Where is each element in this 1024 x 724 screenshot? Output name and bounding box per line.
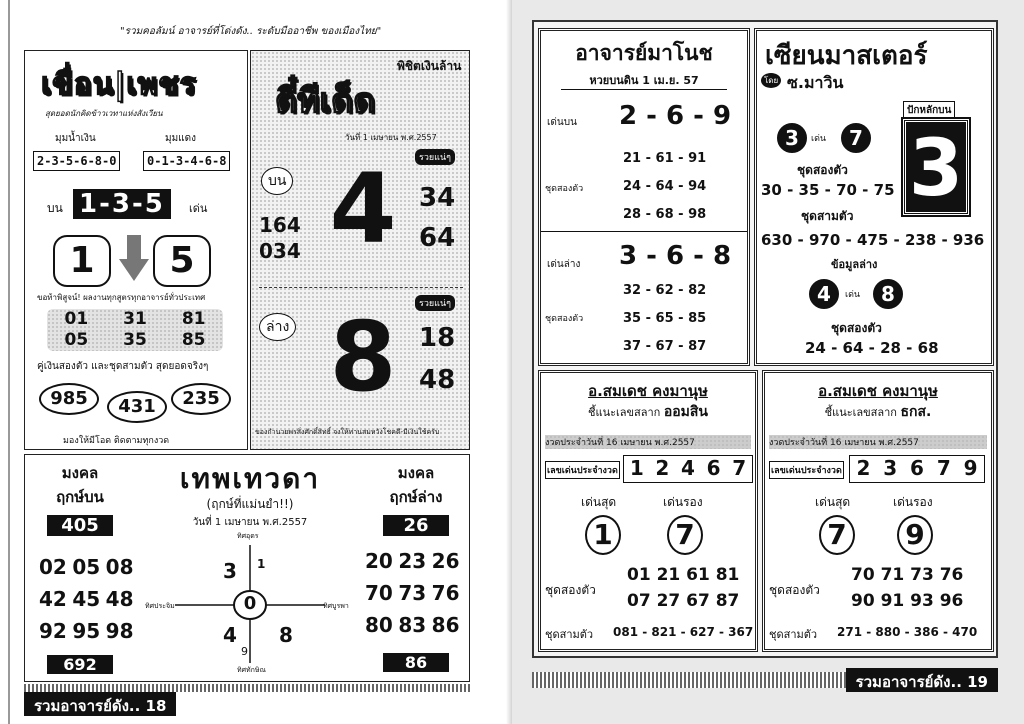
right-page-footer: รวมอาจารย์ดัง.. 19 [846,668,998,692]
left-number-grid [39,551,139,647]
left-grid-number: 05 [72,555,101,579]
somdet-a-two-row-1: 01 21 61 81 [627,565,740,585]
mano-two-row-2: 24 - 64 - 94 [623,179,707,194]
somdet-a-subtitle-pre: ชี้แนะเลขสลาก [588,406,661,419]
upper-left-1: 164 [259,213,301,237]
sian-two-numbers: 30 - 35 - 70 - 75 [761,181,895,199]
baac-digit: 7 [936,456,951,480]
baac-digit: 3 [883,456,898,480]
red-corner-label: มุมแดง [165,133,197,144]
pairs-grid [47,309,223,351]
sian-badge: ปักหลักบน [903,101,955,120]
mano-two-row-b3: 37 - 67 - 87 [623,339,707,354]
left-grid-number: 42 [39,587,67,611]
compass-bottom-small: 9 [241,645,248,658]
sian-circle-1: 3 [777,123,807,153]
red-corner-digits: 0-1-3-4-6-8 [143,151,230,171]
baac-digit: 6 [910,456,924,480]
right-grid-number: 23 [398,549,427,573]
section-divider [259,287,463,288]
somdet-a-two-row-2: 07 27 67 87 [627,591,740,611]
upper-right-2: 64 [419,223,456,253]
somdet-b-title: อ.สมเดช คงมานุษ [818,382,938,400]
right-grid-number: 26 [431,549,460,573]
sian-two-numbers-b: 24 - 64 - 28 - 68 [805,339,939,357]
upper-big-digit: 4 [329,153,397,265]
somdet-a-top-label: เด่นสุด [581,495,617,509]
down-arrow-icon [117,235,151,283]
sian-circle-mid: เด่น [811,134,827,144]
compass-center: 0 [243,593,257,614]
somdet-a-title: อ.สมเดช คงมานุษ [588,382,708,400]
khuean-phet-panel [24,50,248,450]
khuean-brand: เขื่อน|เพชร [41,67,197,102]
left-bottom-badge: 692 [47,655,113,674]
upper-badge: รวยแน่ๆ [415,149,455,165]
top-digits: 1-3-5 [73,189,171,219]
mano-two-row-1: 21 - 61 - 91 [623,151,707,166]
pair-number: 31 [123,309,147,329]
left-mongkol-title: มงคล [61,464,99,482]
somdet-baac-panel [762,370,994,652]
lower-big-digit: 8 [329,301,397,413]
omsin-digit: 7 [732,456,747,480]
somdet-b-subtitle [765,401,991,423]
sian-two-label: ชุดสองตัว [797,163,848,177]
thep-date: วันที่ 1 เมษายน พ.ศ.2557 [192,517,308,528]
somdet-b-second-label: เด่นรอง [893,495,933,509]
left-grid-number: 02 [39,555,67,579]
oval-1: 985 [39,383,99,415]
right-bottom-badge: 86 [383,653,449,672]
somdet-a-three-label: ชุดสามตัว [545,628,594,641]
lower-right-2: 48 [419,365,456,395]
left-page-footer: รวมอาจารย์ดัง.. 18 [24,692,176,716]
mano-two-label-b: ชุดสองตัว [545,314,584,324]
right-grid-number: 80 [365,613,393,637]
right-mongkol-sub: ฤกษ์ล่าง [389,488,443,506]
blue-corner-label: มุมน้ำเงิน [55,133,96,144]
proof-text: ขอท้าพิสูจน์! ผลงานทุกสูตรทุกอาจารย์ทั่วประเทศ [37,293,206,302]
right-mongkol-title: มงคล [397,464,435,482]
sian-circle-2: 7 [841,123,871,153]
sian-circle-4: 8 [873,279,903,309]
thep-subtitle: (ฤกษ์ที่แม่นยำ!!) [206,497,294,511]
upper-right-1: 34 [419,183,456,213]
mano-two-row-b2: 35 - 65 - 85 [623,311,707,326]
compass-ul: 3 [223,559,237,583]
right-grid-number: 86 [431,613,460,637]
sian-circle-mid-2: เด่น [845,290,861,300]
compass-south-label: ทิศทักษิณ [237,666,267,674]
left-mongkol-sub: ฤกษ์บน [56,488,104,506]
thep-title: เทพเทวดา [179,462,321,495]
somdet-b-num-label: เลขเด่นประจำงวด [769,461,844,479]
sian-by: โดย [761,73,781,88]
somdet-b-second: 9 [897,515,933,555]
right-number-grid [365,545,465,641]
mano-subtitle: หวยบนดิน 1 เม.ย. 57 [561,71,727,90]
pair-number: 85 [181,330,206,350]
mano-panel [538,28,750,366]
somdet-b-subtitle-pre: ชี้แนะเลขสลาก [824,406,897,419]
somdet-a-subtitle-bold: ออมสิน [663,404,708,420]
omsin-digit: 6 [706,456,721,480]
lower-badge: รวยแน่ๆ [415,295,455,311]
left-footer-stripe [24,684,470,692]
somdet-a-digits [623,455,753,483]
left-badge: 405 [47,515,113,536]
promo-text: คู่เงินสองตัว และชุดสามตัว สุดยอดจริงๆ [37,361,209,372]
upper-label: บน [261,167,293,195]
somdet-b-top-label: เด่นสุด [815,495,851,509]
pair-number: 35 [123,330,147,350]
somdet-b-digits [849,455,985,483]
tidted-footer: ของกำนวยพรสิ่งศักดิ์สิทธิ์ จงให้ท่านสมหวังโชคดี-มีเงินใช้ครับ [255,428,440,436]
pair-number: 05 [64,330,89,350]
sian-three-label: ชุดสามตัว [801,209,854,223]
somdet-b-subtitle-bold: ธกส. [900,404,932,420]
mano-divider [541,231,747,232]
somdet-a-subtitle [541,401,755,423]
somdet-a-top: 1 [585,515,621,555]
sian-author: ซ.มาวิน [787,73,844,92]
compass-north-label: ทิศอุดร [237,532,259,540]
thep-thewada-panel [24,454,470,682]
somdet-a-second-label: เด่นรอง [663,495,703,509]
upper-left-2: 034 [259,239,301,263]
featured-box-b: 5 [153,235,211,287]
left-grid-number: 98 [105,619,134,643]
omsin-digit: 1 [629,456,644,480]
mano-two-row-3: 28 - 68 - 98 [623,207,707,222]
sian-lower-label: ข้อมูลล่าง [831,258,878,271]
right-grid-number: 20 [365,549,393,573]
somdet-b-three-numbers: 271 - 880 - 386 - 470 [837,625,978,639]
mano-bot-label: เด่นล่าง [547,259,581,270]
omsin-digit: 4 [681,456,695,480]
omsin-digit: 2 [655,456,670,480]
left-grid-number: 95 [72,619,101,643]
right-grid-number: 76 [431,581,460,605]
sian-two-label-b: ชุดสองตัว [831,321,882,335]
somdet-b-top: 7 [819,515,855,555]
somdet-a-second: 7 [667,515,703,555]
somdet-b-three-label: ชุดสามตัว [769,628,818,641]
somdet-a-three-numbers: 081 - 821 - 627 - 367 [613,625,754,639]
compass-east-label: ทิศบูรพา [323,602,349,610]
mano-two-label: ชุดสองตัว [545,184,584,194]
somdet-b-date-bar: งวดประจำวันที่ 16 เมษายน พ.ศ.2557 [769,435,987,449]
compass-ll: 4 [223,623,237,647]
lower-right-1: 18 [419,323,456,353]
lower-label: ล่าง [259,313,296,341]
blue-corner-digits: 2-3-5-6-8-0 [33,151,120,171]
page-edge-line [8,0,10,724]
compass-ur: 1 [257,557,266,571]
mano-top-digits: 2 - 6 - 9 [619,101,732,131]
khuean-footer-note: มองให้มีโอด ติดตามทุกงวด [63,436,170,446]
left-grid-number: 08 [105,555,134,579]
somdet-b-two-row-1: 70 71 73 76 [851,565,964,585]
tee-tee-ded-panel [250,50,470,450]
oval-2: 431 [107,391,167,423]
sian-title: เซียนมาสเตอร์ [765,41,928,71]
mano-title: อาจารย์มาโนช [575,41,713,65]
left-grid-number: 92 [39,619,67,643]
left-grid-number: 48 [105,587,134,611]
top-suffix: เด่น [189,202,208,215]
tidted-date: วันที่ 1 เมษายน พ.ศ.2557 [345,133,437,142]
left-grid-number: 45 [72,587,101,611]
sian-circle-3: 4 [809,279,839,309]
top-label: บน [47,201,63,215]
sian-big-digit: 3 [903,119,969,215]
mano-top-label: เด่นบน [547,117,577,128]
tidted-brand: ตี๋ทีเด็ด [275,81,376,121]
pair-number: 01 [64,309,89,329]
somdet-a-date-bar: งวดประจำวันที่ 16 เมษายน พ.ศ.2557 [545,435,751,449]
somdet-b-two-label: ชุดสองตัว [769,583,820,597]
right-grid-number: 73 [398,581,427,605]
baac-digit: 9 [963,456,978,480]
sian-three-numbers: 630 - 970 - 475 - 238 - 936 [761,231,985,249]
somdet-omsin-panel [538,370,758,652]
oval-3: 235 [171,383,231,415]
compass-diagram [145,531,355,679]
right-page [512,0,1024,724]
right-grid-number: 70 [365,581,393,605]
tidted-header: พิชิตเงินล้าน [397,59,462,73]
somdet-a-two-label: ชุดสองตัว [545,583,596,597]
tagline: "รวมคอลัมน์ อาจารย์ที่โด่งดัง.. ระดับมืออาชีพ ของเมืองไทย" [120,26,382,37]
somdet-b-two-row-2: 90 91 93 96 [851,591,964,611]
khuean-subtitle: สุดยอดนักคิดข้าวเวทาแห่งสังเวียน [45,109,163,118]
right-badge: 26 [383,515,449,536]
featured-box-a: 1 [53,235,111,287]
somdet-a-num-label: เลขเด่นประจำงวด [545,461,620,479]
right-grid-number: 83 [398,613,427,637]
mano-two-row-b1: 32 - 62 - 82 [623,283,707,298]
sian-master-panel [754,28,994,366]
pair-number: 81 [181,309,206,329]
compass-west-label: ทิศประจิม [145,602,175,610]
mano-bot-digits: 3 - 6 - 8 [619,241,732,271]
baac-digit: 2 [856,456,871,480]
compass-lr: 8 [279,623,293,647]
